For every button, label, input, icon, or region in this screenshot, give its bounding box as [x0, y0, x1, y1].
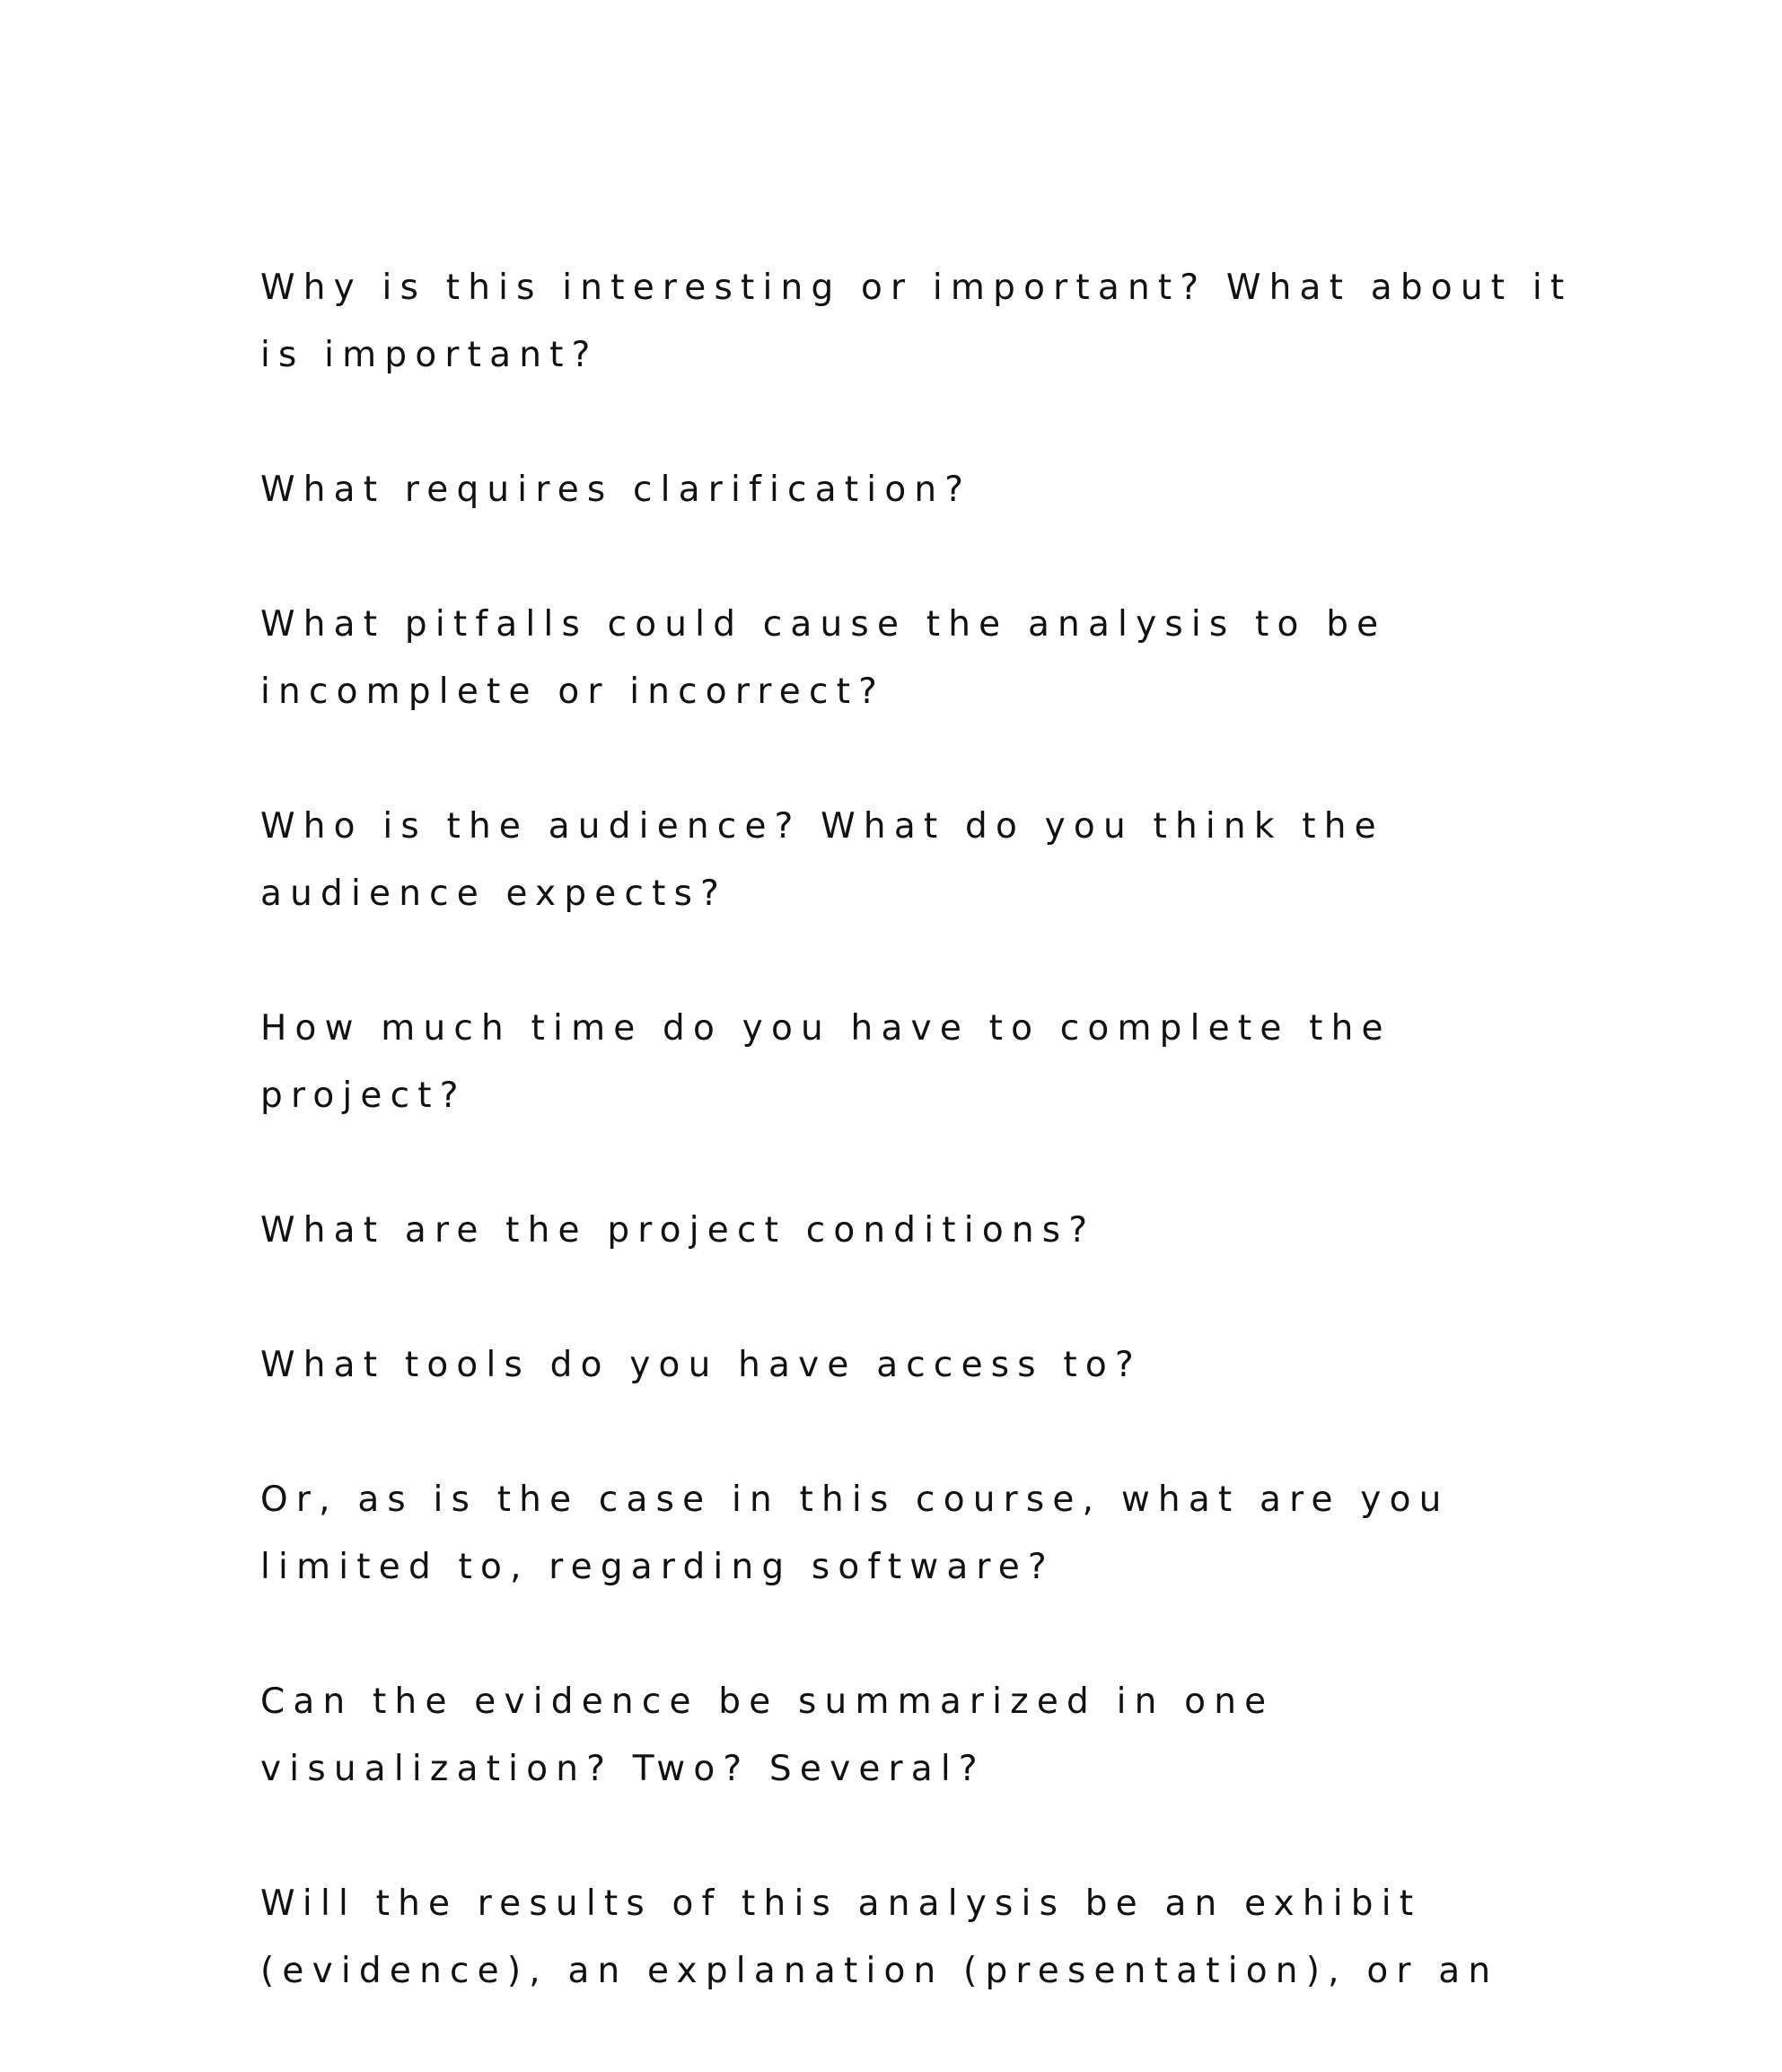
question-item	[260, 1466, 1607, 1601]
question-item	[260, 254, 1607, 389]
question-item	[260, 1197, 1607, 1264]
question-line: Who is the audience? What do you think the	[260, 806, 1384, 847]
question-list	[260, 254, 1607, 2072]
question-line: Why is this interesting or important? What about it	[260, 268, 1573, 308]
question-item	[260, 793, 1607, 927]
question-line: What tools do you have access to?	[260, 1345, 1142, 1385]
question-line: limited to, regarding software?	[260, 1547, 1055, 1587]
question-line: visualization? Two? Several?	[260, 1749, 986, 1789]
question-line: audience expects?	[260, 874, 728, 914]
question-item	[260, 1668, 1607, 1803]
question-item	[260, 995, 1607, 1129]
question-item	[260, 1870, 1607, 2005]
question-line: Will the results of this analysis be an exhibit	[260, 1883, 1422, 1924]
question-line: project?	[260, 1076, 467, 1116]
question-line: Or, as is the case in this course, what are you	[260, 1479, 1450, 1520]
question-line: (evidence), an explanation (presentation), or an	[260, 1951, 1499, 1991]
question-item	[260, 456, 1607, 523]
question-item	[260, 1331, 1607, 1399]
question-line: What are the project conditions?	[260, 1210, 1096, 1251]
question-line: What pitfalls could cause the analysis to be	[260, 604, 1387, 645]
question-line: incomplete or incorrect?	[260, 672, 886, 712]
question-line: is important?	[260, 335, 599, 375]
question-line: Can the evidence be summarized in one	[260, 1681, 1275, 1722]
question-line: What requires clarification?	[260, 470, 972, 510]
question-item	[260, 591, 1607, 725]
question-line: How much time do you have to complete the	[260, 1008, 1391, 1049]
